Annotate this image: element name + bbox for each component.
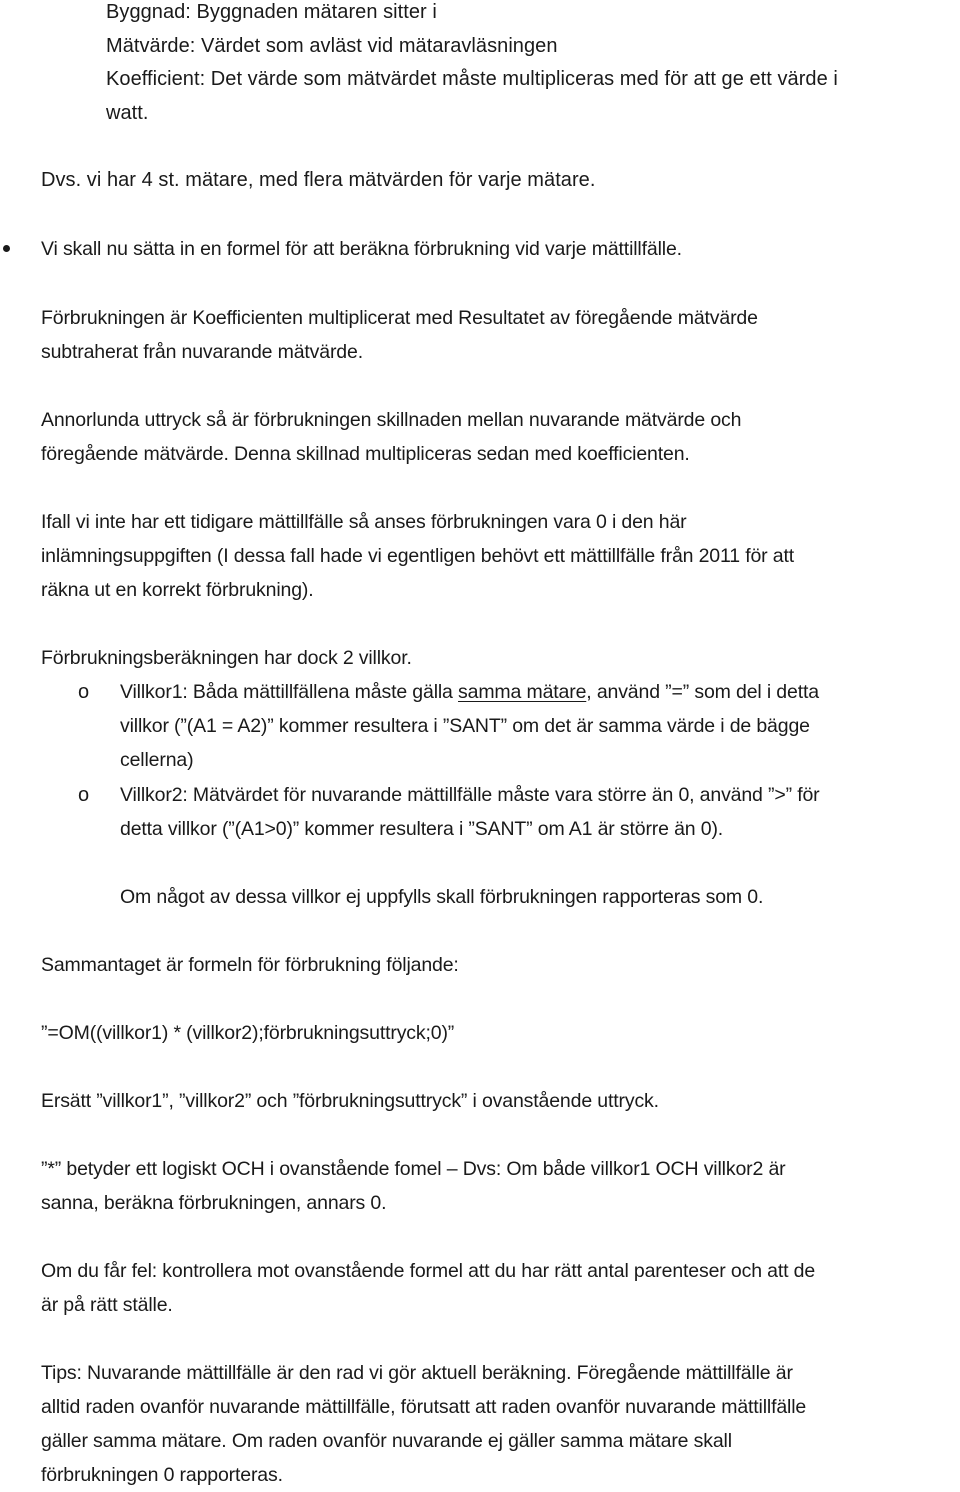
conditions-note: Om något av dessa villkor ej uppfylls skall förbrukningen rapporteras som 0. — [120, 886, 764, 908]
paragraph-line: är på rätt ställe. — [41, 1294, 173, 1316]
paragraph-line: inlämningsuppgiften (I dessa fall hade vi egentligen behövt ett mättillfälle från 2011 för att — [41, 545, 795, 567]
summary-line: Sammantaget är formeln för förbrukning följande: — [41, 954, 459, 976]
condition-1 — [120, 675, 819, 777]
circle-bullet-icon: o — [78, 681, 89, 703]
paragraph-line: föregående mätvärde. Denna skillnad multipliceras sedan med koefficienten. — [41, 443, 690, 465]
error-hint — [41, 1254, 815, 1322]
paragraph-alternative-expression — [41, 403, 741, 471]
paragraph-line: gäller samma mätare. Om raden ovanför nuvarande ej gäller samma mätare skall — [41, 1430, 732, 1452]
tips-paragraph — [41, 1356, 806, 1492]
paragraph-line: förbrukningen 0 rapporteras. — [41, 1464, 283, 1486]
replace-instruction: Ersätt ”villkor1”, ”villkor2” och ”förbrukningsuttryck” i ovanstående uttryck. — [41, 1090, 659, 1112]
bullet-text: Vi skall nu sätta in en formel för att beräkna förbrukning vid varje mättillfälle. — [41, 238, 682, 260]
definition-meter-value: Mätvärde: Värdet som avläst vid mätaravläsningen — [106, 34, 558, 57]
definition-building: Byggnad: Byggnaden mätaren sitter i — [106, 1, 437, 23]
condition-text: Villkor1: Båda mättillfällena måste gälla — [120, 681, 459, 703]
condition-1-line: villkor (”(A1 = A2)” kommer resultera i ”SANT” om det är samma värde i de bägge — [120, 715, 810, 737]
star-explanation — [41, 1152, 785, 1220]
paragraph-line: räkna ut en korrekt förbrukning). — [41, 579, 314, 601]
paragraph-line: Annorlunda uttryck så är förbrukningen skillnaden mellan nuvarande mätvärde och — [41, 409, 742, 431]
paragraph-line: Tips: Nuvarande mättillfälle är den rad vi gör aktuell beräkning. Föregående mättillfälle är — [41, 1362, 793, 1384]
paragraph-line: Om du får fel: kontrollera mot ovanstående formel att du har rätt antal parenteser och att de — [41, 1260, 816, 1282]
paragraph-line: ”*” betyder ett logiskt OCH i ovanstående fomel – Dvs: Om både villkor1 OCH villkor2 är — [41, 1158, 786, 1180]
paragraph-no-previous-reading — [41, 505, 794, 607]
definitions-block — [106, 0, 838, 130]
paragraph-line: subtraherat från nuvarande mätvärde. — [41, 341, 363, 363]
condition-1-line — [120, 675, 819, 709]
paragraph-line: Förbrukningen är Koefficienten multiplicerat med Resultatet av föregående mätvärde — [41, 307, 758, 329]
condition-2 — [120, 778, 820, 846]
condition-2-line: Villkor2: Mätvärdet för nuvarande mättillfälle måste vara större än 0, använd ”>” för — [120, 784, 820, 806]
condition-1-line: cellerna) — [120, 749, 194, 771]
bullet-icon — [3, 245, 10, 252]
dvs-line: Dvs. vi har 4 st. mätare, med flera mätvärden för varje mätare. — [41, 169, 596, 191]
underlined-same-meter: samma mätare — [458, 681, 587, 703]
paragraph-consumption-definition — [41, 301, 758, 369]
definition-coefficient-cont: watt. — [106, 101, 149, 124]
circle-bullet-icon: o — [78, 784, 89, 806]
paragraph-line: sanna, beräkna förbrukningen, annars 0. — [41, 1192, 387, 1214]
definition-coefficient: Koefficient: Det värde som mätvärdet måste multipliceras med för att ge ett värde i — [106, 68, 838, 90]
paragraph-line: Ifall vi inte har ett tidigare mättillfälle så anses förbrukningen vara 0 i den här — [41, 511, 687, 533]
formula-line: ”=OM((villkor1) * (villkor2);förbrukningsuttryck;0)” — [41, 1022, 455, 1044]
condition-text: , använd ”=” som del i detta — [586, 681, 819, 703]
condition-2-line: detta villkor (”(A1>0)” kommer resultera i ”SANT” om A1 är större än 0). — [120, 818, 724, 840]
conditions-intro: Förbrukningsberäkningen har dock 2 villkor. — [41, 647, 412, 669]
paragraph-line: alltid raden ovanför nuvarande mättillfälle, förutsatt att raden ovanför nuvarande mättillfälle — [41, 1396, 807, 1418]
